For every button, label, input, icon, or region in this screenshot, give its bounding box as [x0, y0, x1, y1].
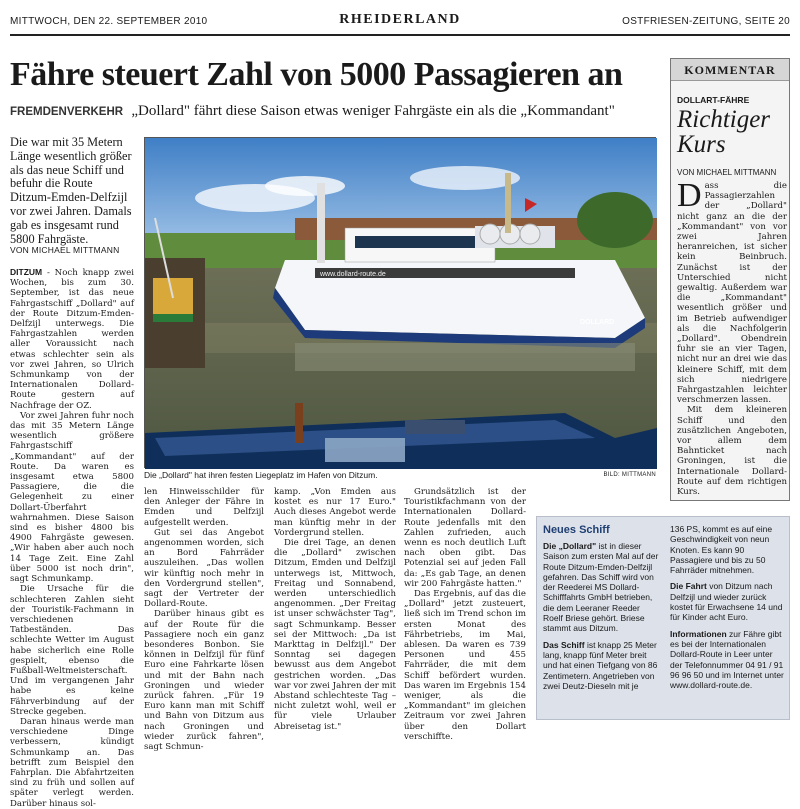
page-header — [10, 12, 790, 30]
caption-text: Die „Dollard" hat ihren festen Liegeplatz im Hafen von Ditzum. — [144, 470, 378, 480]
info-box — [536, 516, 790, 720]
info-paragraph — [543, 640, 661, 691]
ferry-illustration — [145, 138, 657, 469]
info-paragraph — [670, 629, 786, 691]
section-title: RHEIDERLAND — [339, 12, 461, 27]
info-text: ist knapp 25 Meter lang, knapp fünf Meter breit und hat einen Tiefgang von 86 Zentimetern. Angetrieben von zwei Deutz-Dieseln mit je — [543, 639, 658, 691]
info-lead: Informationen — [670, 628, 727, 639]
info-text: von Ditzum nach Delfzijl und wieder zurück kostet für Erwachsene 14 und für Kinder acht Euro. — [670, 581, 783, 623]
kommentar-box — [670, 58, 790, 501]
photo-caption — [144, 470, 656, 480]
article-paragraph — [10, 267, 134, 411]
info-paragraph — [670, 581, 786, 622]
article-paragraph: Die Ursache für die schlechteren Zahlen sieht der Touristik-Fachmann in verschiedenen Tatbeständen. Das schlechte Wetter im August habe sicherlich eine Rolle gespielt, ebenso die Fußball-Weltmeisterschaft. Und im vergangenen Jahr habe es keine Fährverbindung auf der Strecke gegeben. — [10, 584, 134, 717]
hull-text: www.dollard-route.de — [320, 271, 386, 278]
issue-date: MITTWOCH, DEN 22. SEPTEMBER 2010 — [10, 16, 208, 27]
photo-credit: BILD: MITTMANN — [603, 472, 656, 478]
kicker-tag: FREMDENVERKEHR — [10, 106, 124, 118]
article-paragraph: Daran hinaus werde man verschiedene Dinge verbessern, kündigt Schmunkamp an. Das betrifft zum Beispiel den Fahrplan. Die Abfahrtzeiten sind zu früh und sollen auf später verlegt werden. Darüber hinaus sol- — [10, 716, 134, 809]
kommentar-headline: Richtiger Kurs — [677, 106, 771, 158]
article-paragraph: Die drei Tage, an denen die „Dollard" zwischen Ditzum, Emden und Delfzijl unterwegs ist, Mittwoch, Freitag und Sonnabend, werden unterschiedlich angenommen. „Der Freitag ist unser schwächster Tag", sagt Schmunkamp. Besser sei der Mittwoch: „Da ist Markttag in Delfzijl." Der Sonntag sei dagegen bewusst aus dem Angebot gestrichen worden. „Das war vor zwei Jahren der mit Abstand schlechteste Tag – nicht zuletzt wohl, weil er für viele Urlauber Abreisetag ist." — [274, 538, 396, 732]
newspaper-page: OSTFRIESEN-ZEITUNG, SEITE 20 — [622, 16, 790, 27]
article-column-4 — [404, 487, 526, 742]
info-text: zur Fähre gibt es bei der Internationalen Dollard-Route in Leer unter der Telefonnummer 04 91 / 91 96 96 50 und im Internet unter www.dollard-route.de. — [670, 628, 784, 691]
article-paragraph: len Hinweisschilder für den Anleger der Fähre in Emden und Delfzijl aufgestellt werden. — [144, 487, 264, 528]
info-text: ist in dieser Saison zum ersten Mal auf der Route Ditzum-Emden-Delfzijl gefahren. Das Schiff wird von der Reederei MS Dollard-Schifffahrts GmbH betrieben, die dem Leeraner Reeder Roelf Briese gehört. Briese stammt aus Ditzum. — [543, 541, 659, 634]
info-column-2 — [670, 524, 786, 696]
article-paragraph: Das Ergebnis, auf das die „Dollard" jetzt zusteuert, ließ sich im Trend schon im ersten Monat des Fährbetriebs, im Mai, ablesen. Da waren es 739 Personen und 455 Fahrräder, die mit dem Schiff befördert wurden. Das waren im Ergebnis 154 weniger, als die „Kommandant" im gleichen Zeitraum vor zwei Jahren über den Dollart verschiffte. — [404, 589, 526, 742]
info-paragraph — [543, 541, 661, 634]
dateline: DITZUM — [10, 267, 43, 277]
article-paragraph: kamp. „Von Emden aus kostet es nur 17 Euro." Auch dieses Angebot werde man künftig mehr in der Vordergrund stellen. — [274, 487, 396, 538]
kommentar-subtitle: DOLLART-FÄHRE — [677, 95, 750, 105]
article-paragraph: Grundsätzlich ist der Touristikfachmann von der Internationalen Dollard-Route jedenfalls mit den Zahlen zufrieden, auch wenn es noch deutlich Luft nach oben gibt. Das Potenzial sei auf jeden Fall da: „Es gab Tage, an denen wir 200 Fahrgäste hatten." — [404, 487, 526, 589]
info-paragraph: 136 PS, kommt es auf eine Geschwindigkeit von neun Knoten. Es kann 90 Passagiere und bis zu 50 Fahrräder mitnehmen. — [670, 524, 773, 576]
paragraph-text: - Noch knapp zwei Wochen, bis zum 30. September, ist das neue Fahrgastschiff „Dollard" auf der Route Ditzum-Emden-Delfzijl unterwegs. Die Fahrgastzahlen werden aller Voraussicht nach etwas schlechter sein als vor zwei Jahren, so Ulrich Schmunkamp von der Internationalen Dollard-Route gestern auf Nachfrage der OZ. — [10, 268, 134, 411]
article-kicker — [10, 103, 670, 120]
info-title: Neues Schiff — [543, 524, 610, 536]
info-lead: Die Fahrt — [670, 581, 707, 592]
kommentar-paragraph — [677, 177, 787, 406]
article-intro: Die war mit 35 Metern Länge wesentlich größer als das neue Schiff und befuhr die Route Ditzum-Emden-Delfzijl vor zwei Jahren. Damals gab es insgesamt rund 5800 Fahrgäste. — [10, 135, 132, 246]
kommentar-paragraph: Mit dem kleineren Schiff und den zusätzlichen Angeboten, vor allem dem Bahnticket nach Groningen, ist die Internationale Dollard-Route auf dem richtigen Kurs. — [677, 405, 787, 498]
article-paragraph: Gut sei das Angebot angenommen worden, sich an Bord Fahrräder auszuleihen. „Das wollen wir künftig noch mehr in den Vordergrund stellen", sagt der Vertreter der Dollard-Route. — [144, 527, 264, 610]
info-lead: Das Schiff — [543, 639, 585, 650]
kommentar-text — [677, 177, 787, 498]
article-column-2 — [144, 487, 264, 753]
article-byline: VON MICHAEL MITTMANN — [10, 245, 120, 255]
drop-cap: D — [677, 177, 702, 214]
article-paragraph: Vor zwei Jahren fuhr noch das mit 35 Metern Länge wesentlich größere Fahrgastschiff „Kommandant" auf der Route. Da waren es insgesamt etwa 5800 Passagiere, die die Gelegenheit zu einer Dollart-Überfahrt wahrnahmen. Diese Saison sind es bisher 4800 bis 4900 Fahrgäste gewesen. „Wir haben aber auch noch 14 Tage Zeit. Eine Zahl über 5000 ist noch drin", sagt Schmunkamp. — [10, 410, 134, 585]
info-lead: Die „Dollard" — [543, 541, 597, 551]
article-column-1 — [10, 267, 134, 809]
article-paragraph: Darüber hinaus gibt es auf der Route für die Passagiere noch ein ganz besonderes Bonbon. Sie können in Delfzijl für fünf Euro eine Fahrkarte lösen und mit der Bahn nach Groningen und wieder zurück fahren. „Für 19 Euro kann man mit Schiff und Bahn von Ditzum aus nach Groningen und wieder zurück fahren", sagt Schmun- — [144, 609, 264, 753]
kommentar-title: KOMMENTAR — [671, 59, 789, 81]
kommentar-byline: VON MICHAEL MITTMANN — [677, 168, 777, 177]
ferry-photo — [144, 137, 656, 468]
stern-text: DOLLARD — [580, 319, 615, 326]
header-rule — [10, 34, 790, 36]
info-column-1 — [543, 541, 661, 697]
kommentar-paragraph-text: ass die Passagierzahlen der „Dollard" nicht ganz an die der „Kommandant" von vor zwei Jahren heranreichen, ist sicher kein Beinbruch. Zunächst ist der Unterschied nicht gewaltig. Außerdem war die „Kommandant" wesentlich größer und im Betrieb aufwendiger als die Nachfolgerin „Dollard". Obendrein fuhr sie an vier Tagen, nicht nur an drei wie das kleinere Schiff, mit dem sich niedrigere Fahrgastzahlen leichter verschmerzen lassen. — [677, 181, 787, 406]
article-column-3 — [274, 487, 396, 732]
article-headline: Fähre steuert Zahl von 5000 Passagieren an — [10, 56, 623, 93]
kicker-text: „Dollard" fährt diese Saison etwas weniger Fahrgäste ein als die „Kommandant" — [131, 103, 615, 119]
